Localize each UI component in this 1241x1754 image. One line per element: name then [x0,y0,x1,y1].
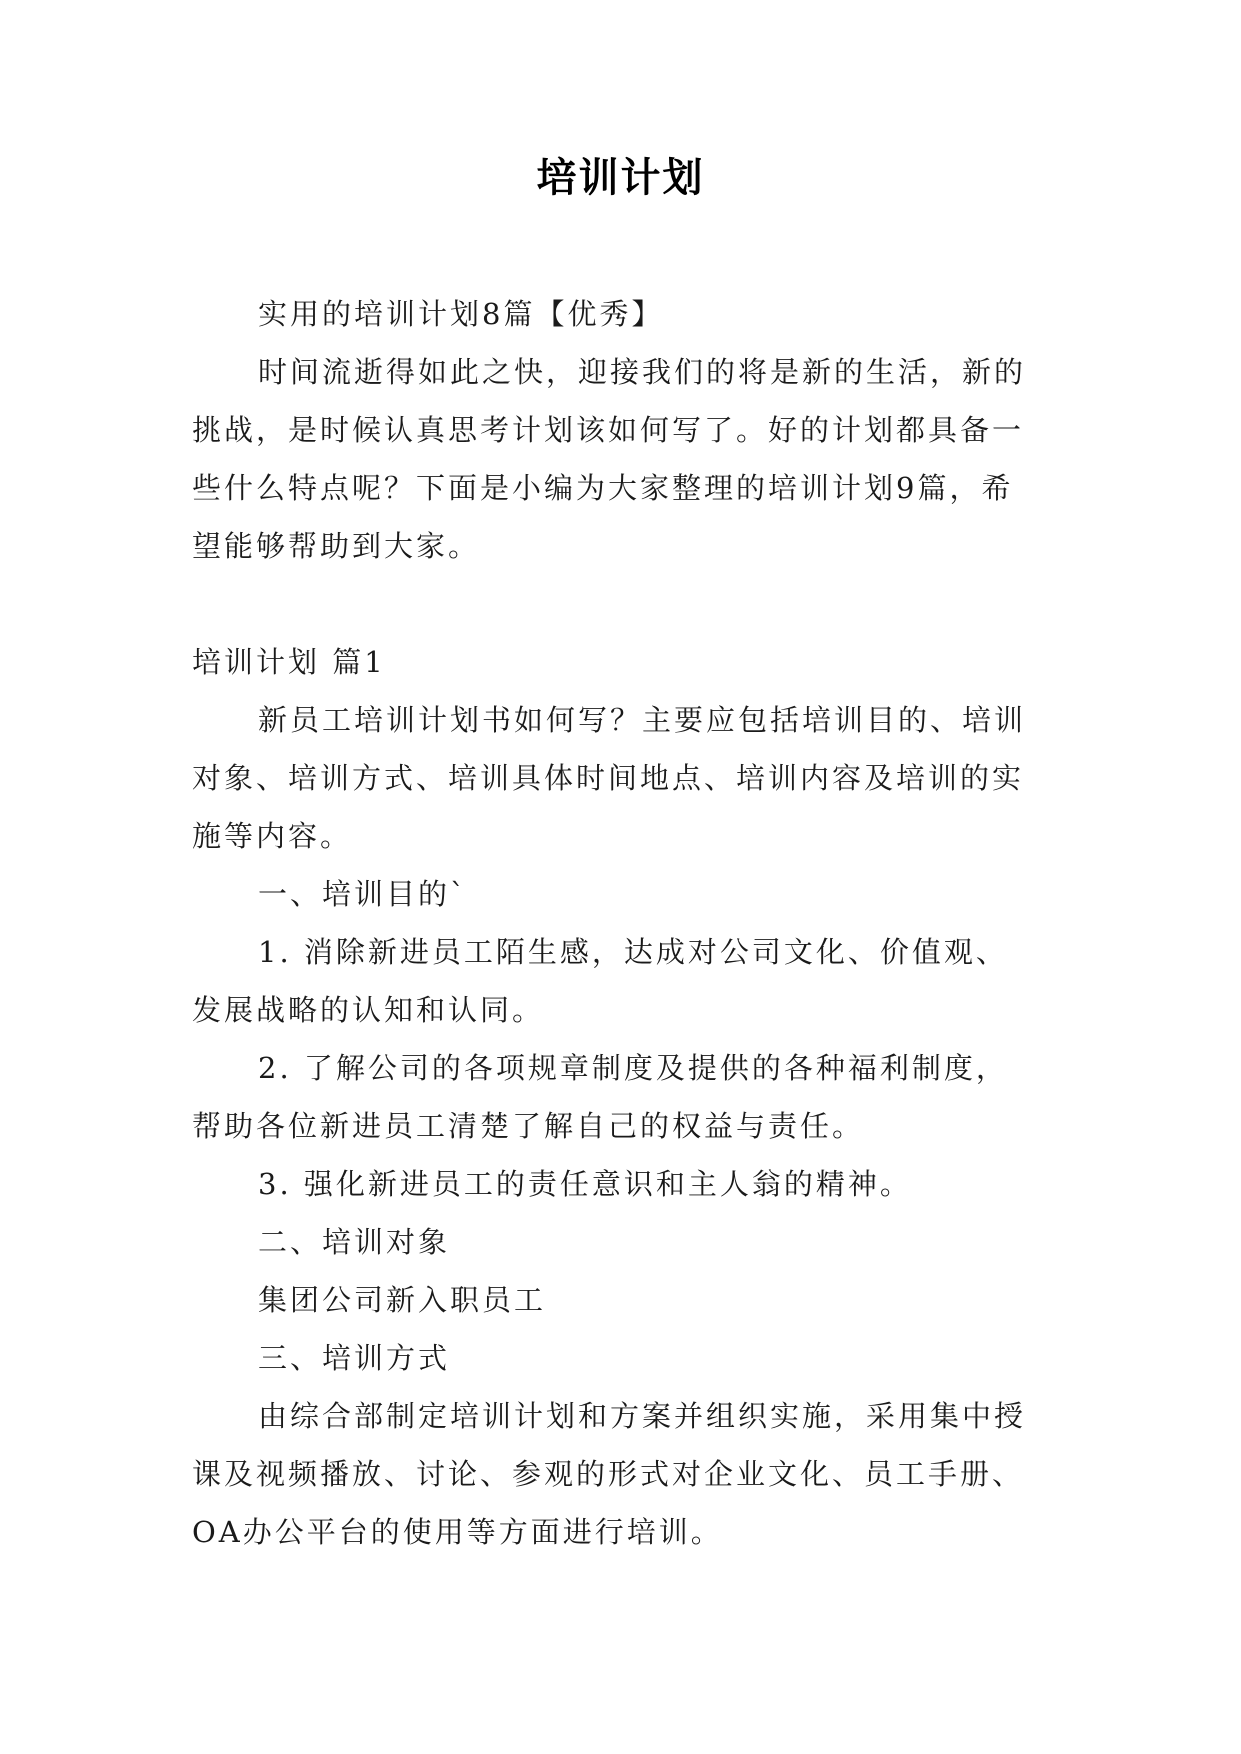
subheading: 一、培训目的` [258,877,468,911]
section-heading: 培训计划 篇1 [192,645,386,679]
list-item-continuation: 帮助各位新进员工清楚了解自己的权益与责任。 [192,1109,865,1143]
list-item: 3. 强化新进员工的责任意识和主人翁的精神。 [258,1167,912,1201]
document-title: 培训计划 [536,154,705,201]
paragraph-line: 施等内容。 [192,819,353,853]
paragraph-line: 课及视频播放、讨论、参观的形式对企业文化、员工手册、 [192,1457,1025,1491]
subheading: 三、培训方式 [258,1341,451,1375]
paragraph-line: 新员工培训计划书如何写？主要应包括培训目的、培训 [258,703,1027,737]
paragraph-line: 对象、培训方式、培训具体时间地点、培训内容及培训的实 [192,761,1025,795]
paragraph-line: 望能够帮助到大家。 [192,529,481,563]
paragraph-line: 集团公司新入职员工 [258,1283,547,1317]
paragraph-line: 些什么特点呢？下面是小编为大家整理的培训计划9篇，希 [192,471,1014,505]
paragraph-line: 挑战，是时候认真思考计划该如何写了。好的计划都具备一 [192,413,1025,447]
paragraph-line: 时间流逝得如此之快，迎接我们的将是新的生活，新的 [258,355,1027,389]
list-item: 2. 了解公司的各项规章制度及提供的各种福利制度， [258,1051,1008,1085]
paragraph-line: OA办公平台的使用等方面进行培训。 [192,1515,723,1549]
list-item-continuation: 发展战略的认知和认同。 [192,993,545,1027]
subtitle-line: 实用的培训计划8篇【优秀】 [258,297,664,331]
paragraph-line: 由综合部制定培训计划和方案并组织实施，采用集中授 [258,1399,1027,1433]
list-item: 1. 消除新进员工陌生感，达成对公司文化、价值观、 [258,935,1008,969]
subheading: 二、培训对象 [258,1225,451,1259]
